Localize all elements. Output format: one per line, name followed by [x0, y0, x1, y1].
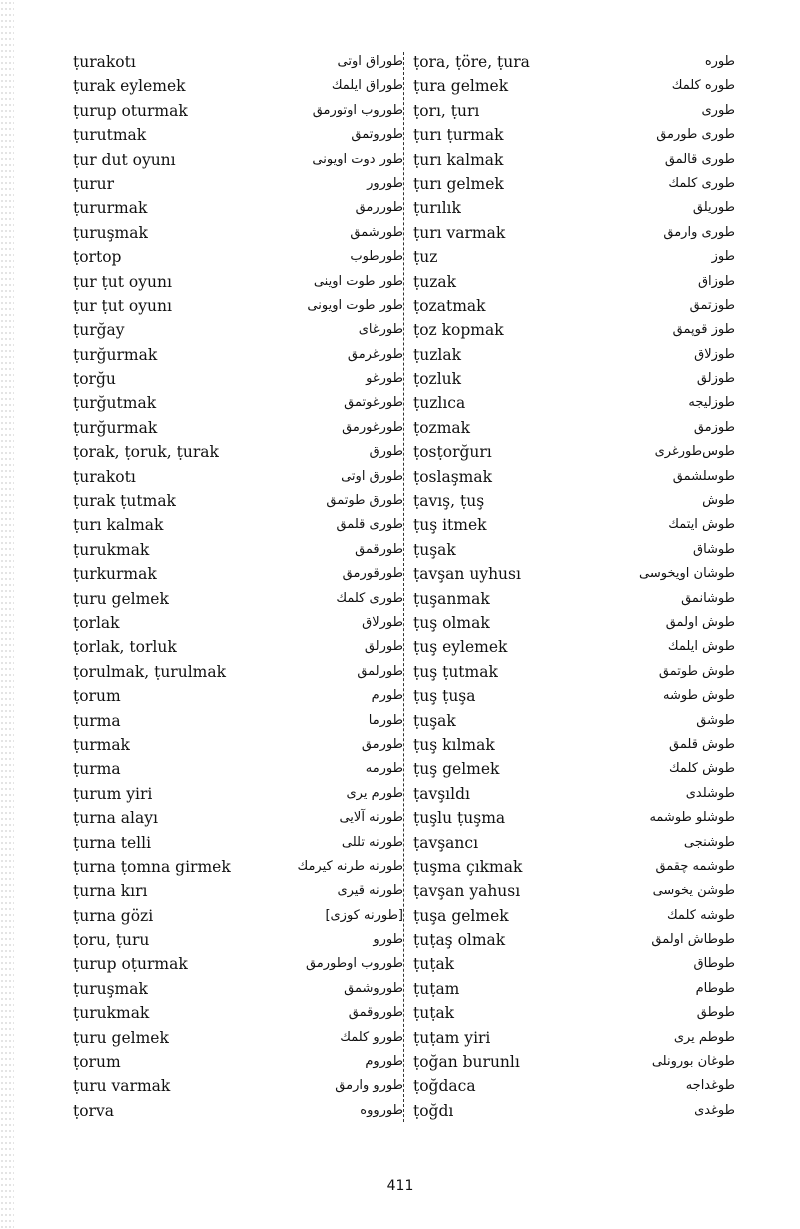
entry-transliteration: ṭuru gelmek: [73, 589, 169, 608]
entry-ottoman-script: طوشق: [696, 712, 735, 728]
dictionary-entry: [73, 635, 403, 659]
dictionary-entry: [73, 99, 403, 123]
entry-ottoman-script: طورغوتمق: [344, 395, 403, 411]
dictionary-entry: [73, 709, 403, 733]
entry-transliteration: ṭurukmak: [73, 1004, 150, 1023]
entry-transliteration: ṭurup oṭurmak: [73, 955, 188, 974]
entry-transliteration: ṭuz: [413, 248, 438, 267]
entry-transliteration: ṭavşancı: [413, 833, 479, 852]
dictionary-entry: [73, 50, 403, 74]
entry-transliteration: ṭurğutmak: [73, 394, 157, 413]
entry-ottoman-script: طوزمق: [693, 419, 735, 435]
entry-transliteration: ṭuşanmak: [413, 589, 490, 608]
entry-ottoman-script: طوروب اوطورمق: [305, 956, 403, 972]
dictionary-entry: [73, 148, 403, 172]
dictionary-entry: [413, 1074, 735, 1098]
page-number: 411: [386, 1178, 414, 1194]
entry-ottoman-script: طوروقمق: [348, 1005, 403, 1021]
entry-ottoman-script: طوراق ايلمك: [331, 78, 403, 94]
entry-transliteration: ṭurı kalmak: [73, 516, 164, 535]
entry-ottoman-script: طورى: [701, 102, 735, 118]
dictionary-entry: [413, 1026, 735, 1050]
entry-transliteration: ṭuṭam: [413, 979, 460, 998]
dictionary-entry: [73, 587, 403, 611]
dictionary-entry: [413, 757, 735, 781]
entry-ottoman-script: طوش طوتمق: [658, 663, 735, 679]
entry-ottoman-script: طورقورمق: [342, 566, 403, 582]
dictionary-entry: [73, 904, 403, 928]
entry-ottoman-script: طوشانمق: [681, 590, 735, 606]
entry-ottoman-script: طوزتمق: [689, 297, 735, 313]
dictionary-entry: [413, 1050, 735, 1074]
dictionary-entry: [413, 74, 735, 98]
entry-ottoman-script: طورى كلمك: [668, 175, 735, 191]
entry-transliteration: ṭurutmak: [73, 126, 147, 145]
entry-transliteration: ṭuṭam yiri: [413, 1028, 491, 1047]
dictionary-entry: [73, 465, 403, 489]
dictionary-entry: [413, 806, 735, 830]
entry-ottoman-script: طوطق: [696, 1005, 735, 1021]
entry-ottoman-script: طوشنجى: [683, 834, 735, 850]
dictionary-entry: [413, 99, 735, 123]
entry-transliteration: ṭuş itmek: [413, 516, 487, 535]
dictionary-entry: [73, 757, 403, 781]
right-column: [413, 50, 735, 1123]
entry-transliteration: ṭuzak: [413, 272, 457, 291]
dictionary-entry: [73, 270, 403, 294]
dictionary-entry: [413, 416, 735, 440]
dictionary-entry: [413, 562, 735, 586]
entry-transliteration: ṭorlak, torluk: [73, 638, 177, 657]
entry-ottoman-script: طوزاق: [697, 273, 735, 289]
entry-transliteration: ṭuru varmak: [73, 1077, 171, 1096]
entry-ottoman-script: طوش طوشه: [663, 688, 735, 704]
dictionary-entry: [413, 172, 735, 196]
entry-ottoman-script: طوس‌طورغرى: [654, 444, 735, 460]
entry-ottoman-script: طوررمق: [355, 200, 403, 216]
dictionary-entry: [73, 1074, 403, 1098]
dictionary-entry: [73, 1099, 403, 1123]
dictionary-entry: [73, 294, 403, 318]
entry-ottoman-script: طورنه آلايى: [339, 810, 403, 826]
entry-ottoman-script: طوره: [704, 54, 735, 69]
entry-ottoman-script: طورق اوتى: [341, 468, 403, 484]
entry-transliteration: ṭuş ṭutmak: [413, 662, 498, 681]
entry-transliteration: ṭora, ṭöre, ṭura: [413, 53, 530, 71]
dictionary-entry: [413, 513, 735, 537]
entry-ottoman-script: طورشمق: [350, 224, 403, 240]
entry-ottoman-script: طوش قلمق: [669, 736, 735, 752]
column-divider: [403, 52, 404, 1122]
entry-ottoman-script: طورى وارمق: [663, 224, 735, 240]
scan-edge-texture: [0, 0, 14, 1229]
entry-transliteration: ṭozmak: [413, 418, 471, 437]
entry-ottoman-script: [طورنه كوزى]: [325, 907, 403, 923]
entry-transliteration: ṭoslaşmak: [413, 467, 492, 486]
entry-transliteration: ṭavşıldı: [413, 784, 470, 803]
dictionary-entry: [73, 318, 403, 342]
entry-ottoman-script: طورو وارمق: [335, 1078, 403, 1094]
entry-transliteration: ṭurmak: [73, 735, 130, 754]
entry-ottoman-script: طوشاق: [692, 541, 735, 557]
entry-transliteration: ṭuşlu ṭuşma: [413, 809, 506, 828]
dictionary-entry: [73, 928, 403, 952]
entry-ottoman-script: طوره كلمك: [671, 78, 735, 94]
entry-ottoman-script: طورغو: [366, 371, 403, 387]
dictionary-entry: [413, 538, 735, 562]
entry-ottoman-script: طوشمه چقمق: [655, 858, 735, 874]
entry-ottoman-script: طوشلدى: [685, 785, 735, 801]
entry-transliteration: ṭurak eylemek: [73, 77, 186, 96]
entry-transliteration: ṭorum: [73, 1053, 121, 1072]
entry-transliteration: ṭavış, ṭuş: [413, 492, 485, 511]
entry-transliteration: ṭorğu: [73, 370, 116, 389]
entry-ottoman-script: طوشه كلمك: [666, 907, 735, 923]
entry-transliteration: ṭorak, ṭoruk, ṭurak: [73, 443, 219, 462]
entry-transliteration: ṭurkurmak: [73, 565, 157, 584]
dictionary-entry: [413, 733, 735, 757]
dictionary-entry: [413, 879, 735, 903]
entry-ottoman-script: طوغداجه: [685, 1078, 735, 1094]
entry-ottoman-script: طورطوب: [350, 249, 403, 265]
dictionary-entry: [413, 440, 735, 464]
entry-transliteration: ṭuṭak: [413, 1004, 455, 1023]
dictionary-entry: [73, 1026, 403, 1050]
dictionary-entry: [413, 148, 735, 172]
dictionary-entry: [413, 245, 735, 269]
dictionary-entry: [413, 928, 735, 952]
dictionary-entry: [73, 245, 403, 269]
entry-ottoman-script: طوزلاق: [694, 346, 735, 362]
dictionary-entry: [73, 1001, 403, 1025]
entry-ottoman-script: طورلق: [364, 639, 403, 655]
entry-transliteration: ṭosṭorğurı: [413, 443, 492, 462]
entry-ottoman-script: طور طوت اويونى: [307, 297, 403, 313]
dictionary-entry: [73, 391, 403, 415]
dictionary-entry: [413, 660, 735, 684]
dictionary-entry: [73, 684, 403, 708]
dictionary-entry: [413, 1099, 735, 1123]
entry-transliteration: ṭavşan uyhusı: [413, 565, 521, 584]
dictionary-entry: [413, 904, 735, 928]
entry-ottoman-script: طورلمق: [357, 663, 403, 679]
dictionary-entry: [413, 294, 735, 318]
entry-ottoman-script: طورنه تللى: [341, 834, 403, 850]
dictionary-entry: [413, 952, 735, 976]
dictionary-entry: [413, 318, 735, 342]
dictionary-entry: [73, 806, 403, 830]
dictionary-entry: [73, 172, 403, 196]
entry-transliteration: ṭurur: [73, 174, 115, 193]
entry-transliteration: ṭurna telli: [73, 833, 152, 852]
dictionary-entry: [413, 343, 735, 367]
dictionary-entry: [73, 74, 403, 98]
entry-ottoman-script: طورقمق: [355, 541, 403, 557]
entry-transliteration: ṭoğan burunlı: [413, 1053, 520, 1072]
entry-ottoman-script: طوش كلمك: [668, 761, 735, 777]
entry-ottoman-script: طوسلشمق: [672, 468, 735, 484]
entry-ottoman-script: طورور: [367, 175, 403, 191]
entry-transliteration: ṭorlak: [73, 613, 120, 632]
entry-ottoman-script: طوروم: [365, 1054, 403, 1070]
dictionary-entry: [73, 513, 403, 537]
entry-ottoman-script: طوزليجه: [688, 395, 735, 411]
dictionary-entry: [73, 782, 403, 806]
dictionary-entry: [413, 782, 735, 806]
entry-ottoman-script: طورما: [368, 712, 403, 728]
entry-ottoman-script: طورغرمق: [347, 346, 403, 362]
entry-transliteration: ṭoğdaca: [413, 1077, 476, 1096]
entry-transliteration: ṭurma: [73, 711, 121, 730]
entry-transliteration: ṭuşa gelmek: [413, 906, 509, 925]
dictionary-entry: [413, 489, 735, 513]
entry-ottoman-script: طورو: [373, 932, 403, 948]
entry-ottoman-script: طوز: [711, 249, 735, 265]
entry-transliteration: ṭuşak: [413, 540, 456, 559]
entry-transliteration: ṭuşak: [413, 711, 456, 730]
dictionary-entry: [413, 221, 735, 245]
entry-transliteration: ṭurğurmak: [73, 418, 158, 437]
entry-transliteration: ṭurı ṭurmak: [413, 126, 504, 145]
entry-transliteration: ṭuş ṭuşa: [413, 687, 476, 706]
entry-ottoman-script: طوغدى: [694, 1102, 735, 1118]
dictionary-entry: [73, 1050, 403, 1074]
entry-ottoman-script: طورى كلمك: [336, 590, 403, 606]
dictionary-entry: [413, 855, 735, 879]
entry-transliteration: ṭur dut oyunı: [73, 150, 176, 169]
entry-transliteration: ṭuş gelmek: [413, 760, 500, 779]
dictionary-entry: [73, 538, 403, 562]
entry-ottoman-script: طور دوت اويونى: [312, 151, 403, 167]
entry-ottoman-script: طوروشمق: [344, 980, 403, 996]
dictionary-entry: [73, 343, 403, 367]
entry-ottoman-script: طوشان اويخوسى: [639, 566, 735, 582]
entry-ottoman-script: طوطاش اولمق: [651, 932, 735, 948]
dictionary-entry: [73, 660, 403, 684]
entry-transliteration: ṭuzlak: [413, 345, 461, 364]
dictionary-entry: [413, 709, 735, 733]
dictionary-entry: [413, 465, 735, 489]
entry-transliteration: ṭuşma çıkmak: [413, 857, 523, 876]
dictionary-entry: [73, 611, 403, 635]
entry-ottoman-script: طوراق اوتى: [337, 54, 403, 69]
entry-ottoman-script: طورمق: [361, 736, 403, 752]
left-column: [73, 50, 403, 1123]
entry-ottoman-script: طورم: [371, 688, 403, 704]
dictionary-entry: [413, 611, 735, 635]
dictionary-entry: [73, 977, 403, 1001]
entry-transliteration: ṭurum yiri: [73, 784, 153, 803]
entry-transliteration: ṭuruşmak: [73, 979, 148, 998]
entry-transliteration: ṭozluk: [413, 370, 462, 389]
entry-ottoman-script: طوش ايتمك: [668, 517, 735, 533]
entry-transliteration: ṭavşan yahusı: [413, 882, 521, 901]
entry-transliteration: ṭurı gelmek: [413, 174, 504, 193]
entry-transliteration: ṭurakotı: [73, 53, 136, 71]
entry-ottoman-script: طوش اولمق: [665, 614, 735, 630]
entry-ottoman-script: طورلاق: [362, 614, 403, 630]
entry-transliteration: ṭozatmak: [413, 296, 486, 315]
dictionary-entry: [413, 367, 735, 391]
entry-transliteration: ṭorum: [73, 687, 121, 706]
entry-transliteration: ṭuzlıca: [413, 394, 466, 413]
entry-transliteration: ṭurğay: [73, 321, 125, 340]
entry-transliteration: ṭuṭaş olmak: [413, 931, 506, 950]
entry-ottoman-script: طوزلق: [696, 371, 735, 387]
entry-ottoman-script: طورمه: [365, 761, 403, 777]
dictionary-entry: [73, 489, 403, 513]
entry-transliteration: ṭortop: [73, 248, 122, 267]
dictionary-entry: [413, 977, 735, 1001]
entry-transliteration: ṭurakotı: [73, 467, 136, 486]
entry-ottoman-script: طوش: [702, 493, 735, 509]
entry-transliteration: ṭoğdı: [413, 1101, 454, 1120]
entry-ottoman-script: طورنه قيرى: [337, 883, 403, 899]
entry-ottoman-script: طوطاق: [693, 956, 735, 972]
entry-transliteration: ṭuru gelmek: [73, 1028, 169, 1047]
entry-ottoman-script: طوش ايلمك: [667, 639, 735, 655]
entry-ottoman-script: طورى طورمق: [656, 127, 735, 143]
entry-ottoman-script: طورى قالمق: [664, 151, 735, 167]
entry-transliteration: ṭoz kopmak: [413, 321, 504, 340]
dictionary-entry: [413, 391, 735, 415]
dictionary-entry: [73, 831, 403, 855]
dictionary-entry: [73, 416, 403, 440]
dictionary-entry: [73, 196, 403, 220]
entry-transliteration: ṭorva: [73, 1101, 114, 1120]
entry-ottoman-script: طورو كلمك: [340, 1029, 403, 1045]
entry-ottoman-script: طورغاى: [358, 322, 403, 338]
entry-transliteration: ṭurak ṭutmak: [73, 492, 176, 511]
entry-transliteration: ṭurna gözi: [73, 906, 154, 925]
entry-ottoman-script: طوغان بورونلى: [651, 1054, 735, 1070]
dictionary-entry: [73, 733, 403, 757]
dictionary-entry: [413, 635, 735, 659]
entry-transliteration: ṭuruşmak: [73, 223, 148, 242]
entry-ottoman-script: طورى قلمق: [336, 517, 403, 533]
entry-transliteration: ṭura gelmek: [413, 77, 509, 96]
dictionary-entry: [73, 562, 403, 586]
entry-transliteration: ṭurup oturmak: [73, 101, 188, 120]
entry-transliteration: ṭuş kılmak: [413, 735, 495, 754]
entry-ottoman-script: طورق طوتمق: [326, 493, 403, 509]
dictionary-entry: [413, 50, 735, 74]
entry-transliteration: ṭorulmak, ṭurulmak: [73, 662, 226, 681]
entry-transliteration: ṭurna alayı: [73, 809, 158, 828]
entry-transliteration: ṭorı, ṭurı: [413, 101, 480, 120]
dictionary-entry: [413, 831, 735, 855]
entry-ottoman-script: طوريلق: [692, 200, 735, 216]
entry-transliteration: ṭuş olmak: [413, 613, 490, 632]
entry-transliteration: ṭurukmak: [73, 540, 150, 559]
entry-ottoman-script: طوروتمق: [351, 127, 403, 143]
dictionary-entry: [413, 587, 735, 611]
dictionary-entry: [73, 952, 403, 976]
entry-transliteration: ṭuş eylemek: [413, 638, 508, 657]
entry-transliteration: ṭurı varmak: [413, 223, 506, 242]
entry-ottoman-script: طوشلو طوشمه: [649, 810, 735, 826]
entry-ottoman-script: طورووه: [360, 1102, 403, 1118]
entry-transliteration: ṭurı kalmak: [413, 150, 504, 169]
entry-transliteration: ṭurna ṭomna girmek: [73, 857, 231, 876]
dictionary-entry: [73, 879, 403, 903]
entry-transliteration: ṭurılık: [413, 199, 461, 218]
entry-transliteration: ṭururmak: [73, 199, 148, 218]
entry-ottoman-script: طورنه طرنه كيرمك: [297, 858, 403, 874]
entry-ottoman-script: طور طوت اوينى: [313, 273, 403, 289]
entry-ottoman-script: طوشن يخوسى: [652, 883, 735, 899]
entry-transliteration: ṭurna kırı: [73, 882, 148, 901]
dictionary-entry: [73, 123, 403, 147]
dictionary-entry: [73, 367, 403, 391]
entry-ottoman-script: طوطم يرى: [673, 1029, 735, 1045]
entry-ottoman-script: طورق: [369, 444, 403, 460]
entry-ottoman-script: طورم يرى: [346, 785, 403, 801]
dictionary-entry: [413, 270, 735, 294]
entry-transliteration: ṭur ṭut oyunı: [73, 296, 172, 315]
entry-transliteration: ṭur ṭut oyunı: [73, 272, 172, 291]
dictionary-entry: [73, 440, 403, 464]
entry-transliteration: ṭuṭak: [413, 955, 455, 974]
entry-transliteration: ṭurma: [73, 760, 121, 779]
dictionary-entry: [413, 196, 735, 220]
entry-ottoman-script: طورغورمق: [342, 419, 403, 435]
entry-transliteration: ṭurğurmak: [73, 345, 158, 364]
dictionary-entry: [413, 684, 735, 708]
dictionary-entry: [73, 855, 403, 879]
entry-transliteration: ṭoru, ṭuru: [73, 931, 150, 950]
entry-ottoman-script: طوطام: [695, 980, 735, 996]
dictionary-entry: [413, 123, 735, 147]
entry-ottoman-script: طوز قوپمق: [672, 322, 735, 338]
dictionary-entry: [413, 1001, 735, 1025]
entry-ottoman-script: طوروب اوتورمق: [312, 102, 403, 118]
dictionary-entry: [73, 221, 403, 245]
